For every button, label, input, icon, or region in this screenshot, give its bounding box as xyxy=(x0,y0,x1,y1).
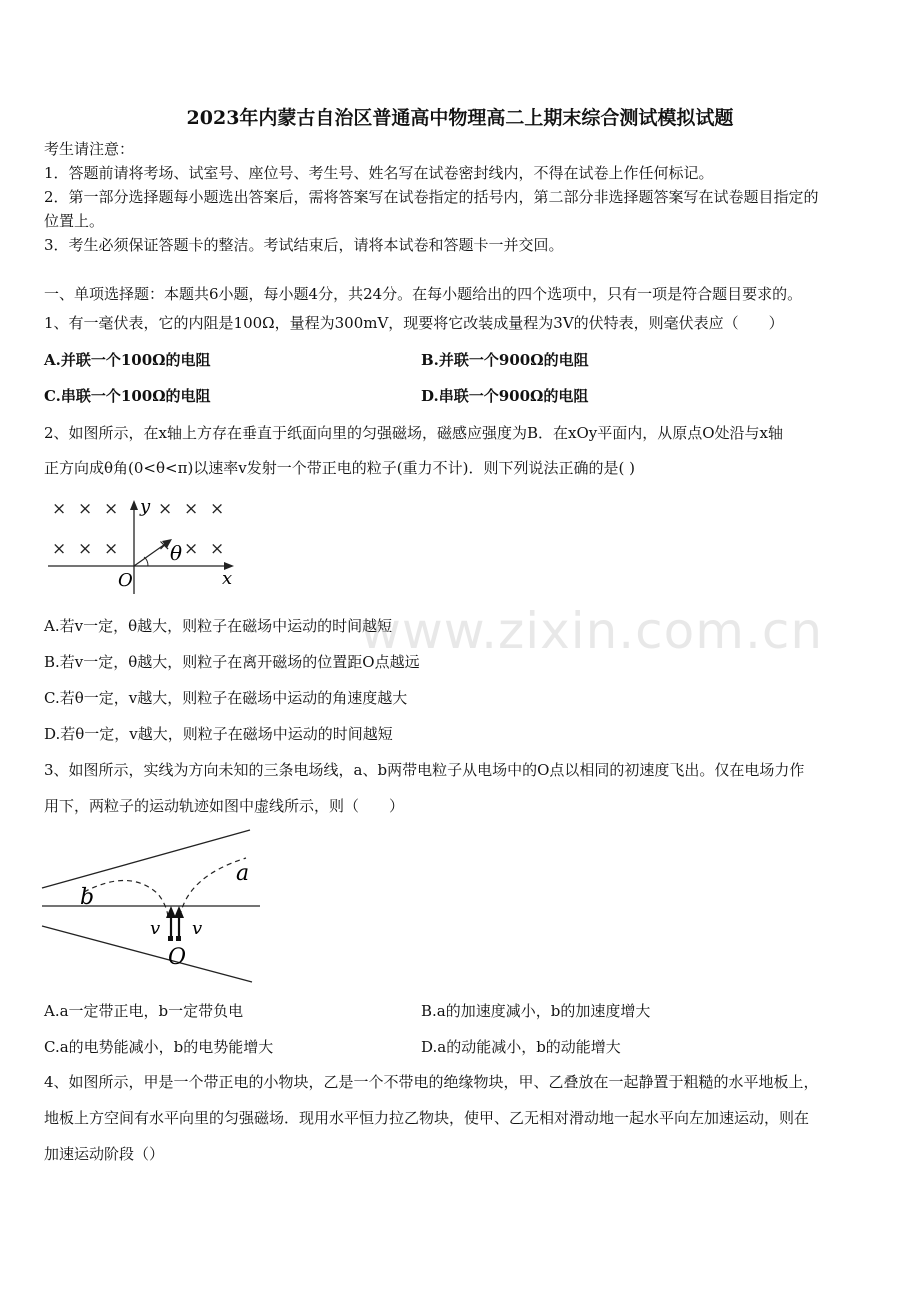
q3-option-a[interactable]: A.a一定带正电，b一定带负电 xyxy=(44,1002,244,1020)
q1-option-d[interactable]: D.串联一个900Ω的电阻 xyxy=(421,387,589,405)
field-mark: × xyxy=(78,499,93,519)
field-mark: × xyxy=(210,539,225,559)
q2-stem-line-2: 正方向成θ角(0<θ<π)以速率v发射一个带正电的粒子(重力不计)．则下列说法正确的是( ) xyxy=(44,459,635,477)
field-mark: × xyxy=(52,499,67,519)
field-mark: × xyxy=(78,539,93,559)
field-mark: × xyxy=(184,539,199,559)
velocity-label-left: v xyxy=(150,918,161,939)
q2-field-mark-overlap: × xyxy=(158,536,171,554)
q2-option-a[interactable]: A.若v一定，θ越大，则粒子在磁场中运动的时间越短 xyxy=(44,617,393,635)
q3-stem-line-2: 用下，两粒子的运动轨迹如图中虚线所示，则（ ） xyxy=(44,797,405,815)
q1-option-a[interactable]: A.并联一个100Ω的电阻 xyxy=(44,351,211,369)
q1-option-b[interactable]: B.并联一个900Ω的电阻 xyxy=(421,351,589,369)
notice-item-2: 2．第一部分选择题每小题选出答案后，需将答案写在试卷指定的括号内，第二部分非选择题答案写在试卷题目指定的 xyxy=(44,188,819,206)
field-mark: × xyxy=(52,539,67,559)
q3-option-b[interactable]: B.a的加速度减小，b的加速度增大 xyxy=(421,1002,651,1020)
q1-stem: 1、有一毫伏表，它的内阻是100Ω，量程为300mV，现要将它改装成量程为3V的伏特表，则毫伏表应（ ） xyxy=(44,314,784,332)
x-axis-label: x xyxy=(222,568,233,589)
trajectory-label-b: b xyxy=(80,885,95,910)
q1-option-c[interactable]: C.串联一个100Ω的电阻 xyxy=(44,387,211,405)
origin-label: O xyxy=(118,570,133,591)
q2-option-b[interactable]: B.若v一定，θ越大，则粒子在离开磁场的位置距O点越远 xyxy=(44,653,420,671)
notice-heading: 考生请注意： xyxy=(44,140,135,158)
y-axis-label: y xyxy=(140,496,151,517)
page-title: 2023年内蒙古自治区普通高中物理高二上期末综合测试模拟试题 xyxy=(186,107,734,129)
q4-stem-line-1: 4、如图所示，甲是一个带正电的小物块，乙是一个不带电的绝缘物块，甲、乙叠放在一起静置于粗糙的水平地板上， xyxy=(44,1073,819,1091)
q3-electric-field-figure xyxy=(40,828,262,988)
field-mark: × xyxy=(210,499,225,519)
trajectory-label-a: a xyxy=(236,861,250,886)
q4-stem-line-2: 地板上方空间有水平向里的匀强磁场．现用水平恒力拉乙物块，使甲、乙无相对滑动地一起水平向左加速运动，则在 xyxy=(44,1109,810,1127)
q3-option-c[interactable]: C.a的电势能减小，b的电势能增大 xyxy=(44,1038,274,1056)
field-mark: × xyxy=(104,499,119,519)
q3-option-d[interactable]: D.a的动能减小，b的动能增大 xyxy=(421,1038,621,1056)
notice-item-1: 1．答题前请将考场、试室号、座位号、考生号、姓名写在试卷密封线内，不得在试卷上作任何标记。 xyxy=(44,164,714,182)
velocity-label-right: v xyxy=(192,918,203,939)
section-heading: 一、单项选择题：本题共6小题，每小题4分，共24分。在每小题给出的四个选项中，只有一项是符合题目要求的。 xyxy=(44,285,803,303)
origin-label: O xyxy=(168,945,187,970)
theta-label: θ xyxy=(170,541,183,565)
field-mark: × xyxy=(184,499,199,519)
field-mark: × xyxy=(104,539,119,559)
notice-item-2-cont: 位置上。 xyxy=(44,212,105,230)
q2-option-d[interactable]: D.若θ一定，v越大，则粒子在磁场中运动的时间越短 xyxy=(44,725,393,743)
q4-stem-line-3: 加速运动阶段（） xyxy=(44,1145,165,1163)
field-mark: × xyxy=(158,499,173,519)
q3-stem-line-1: 3、如图所示，实线为方向未知的三条电场线，a、b两带电粒子从电场中的O点以相同的初速度飞出。仅在电场力作 xyxy=(44,761,805,779)
q2-magnetic-field-figure xyxy=(44,494,264,594)
q2-stem-line-1: 2、如图所示，在x轴上方存在垂直于纸面向里的匀强磁场，磁感应强度为B．在xOy平面内，从原点O处沿与x轴 xyxy=(44,424,784,442)
notice-item-3: 3．考生必须保证答题卡的整洁。考试结束后，请将本试卷和答题卡一并交回。 xyxy=(44,236,564,254)
q2-option-c[interactable]: C.若θ一定，v越大，则粒子在磁场中运动的角速度越大 xyxy=(44,689,408,707)
watermark: www.zixin.com.cn xyxy=(360,602,824,660)
